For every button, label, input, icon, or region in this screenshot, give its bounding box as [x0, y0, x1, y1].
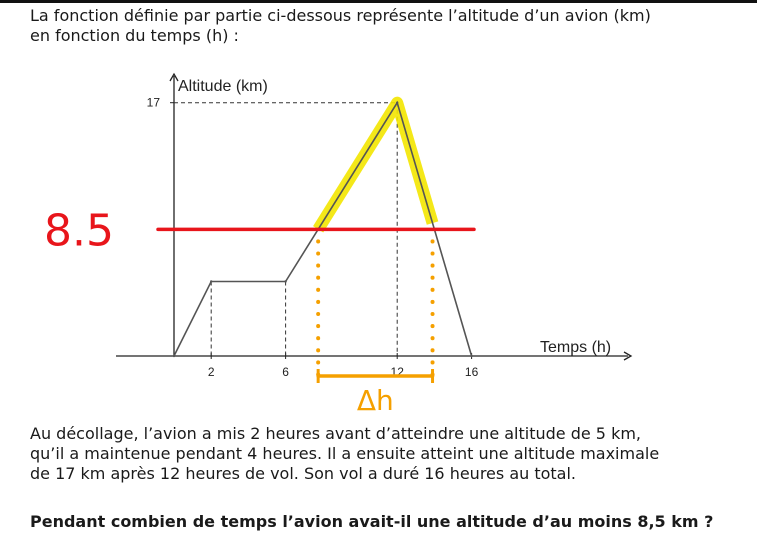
y-tick-label-17: 17 [146, 95, 160, 110]
intro-line-2: en fonction du temps (h) : [30, 26, 239, 45]
curve-vertex [396, 102, 398, 104]
x-tick-label-12: 12 [390, 365, 404, 379]
curve-vertex [210, 280, 212, 282]
body-line-1: Au décollage, l’avion a mis 2 heures avant d’atteindre une altitude de 5 km, [30, 424, 641, 443]
curve-vertex [173, 355, 175, 357]
intro-line-1: La fonction définie par partie ci-dessous représente l’altitude d’un avion (km) [30, 6, 651, 25]
question-text: Pendant combien de temps l’avion avait-il une altitude d’au moins 8,5 km ? [30, 512, 714, 531]
y-axis-label: Altitude (km) [178, 78, 268, 95]
threshold-label: 8.5 [44, 205, 114, 257]
curve-vertex [284, 280, 286, 282]
x-tick-label-6: 6 [282, 365, 289, 379]
curve-vertex [470, 355, 472, 357]
body-line-2: qu’il a maintenue pendant 4 heures. Il a ensuite atteint une altitude maximale [30, 444, 660, 463]
x-tick-label-16: 16 [464, 365, 479, 379]
x-axis-label: Temps (h) [540, 339, 612, 356]
x-tick-label-2: 2 [207, 365, 215, 379]
chart-axes [116, 74, 631, 379]
interval-label: Δh [356, 384, 394, 417]
body-line-3: de 17 km après 12 heures de vol. Son vol a duré 16 heures au total. [30, 464, 577, 483]
chart-annotations [44, 205, 474, 417]
